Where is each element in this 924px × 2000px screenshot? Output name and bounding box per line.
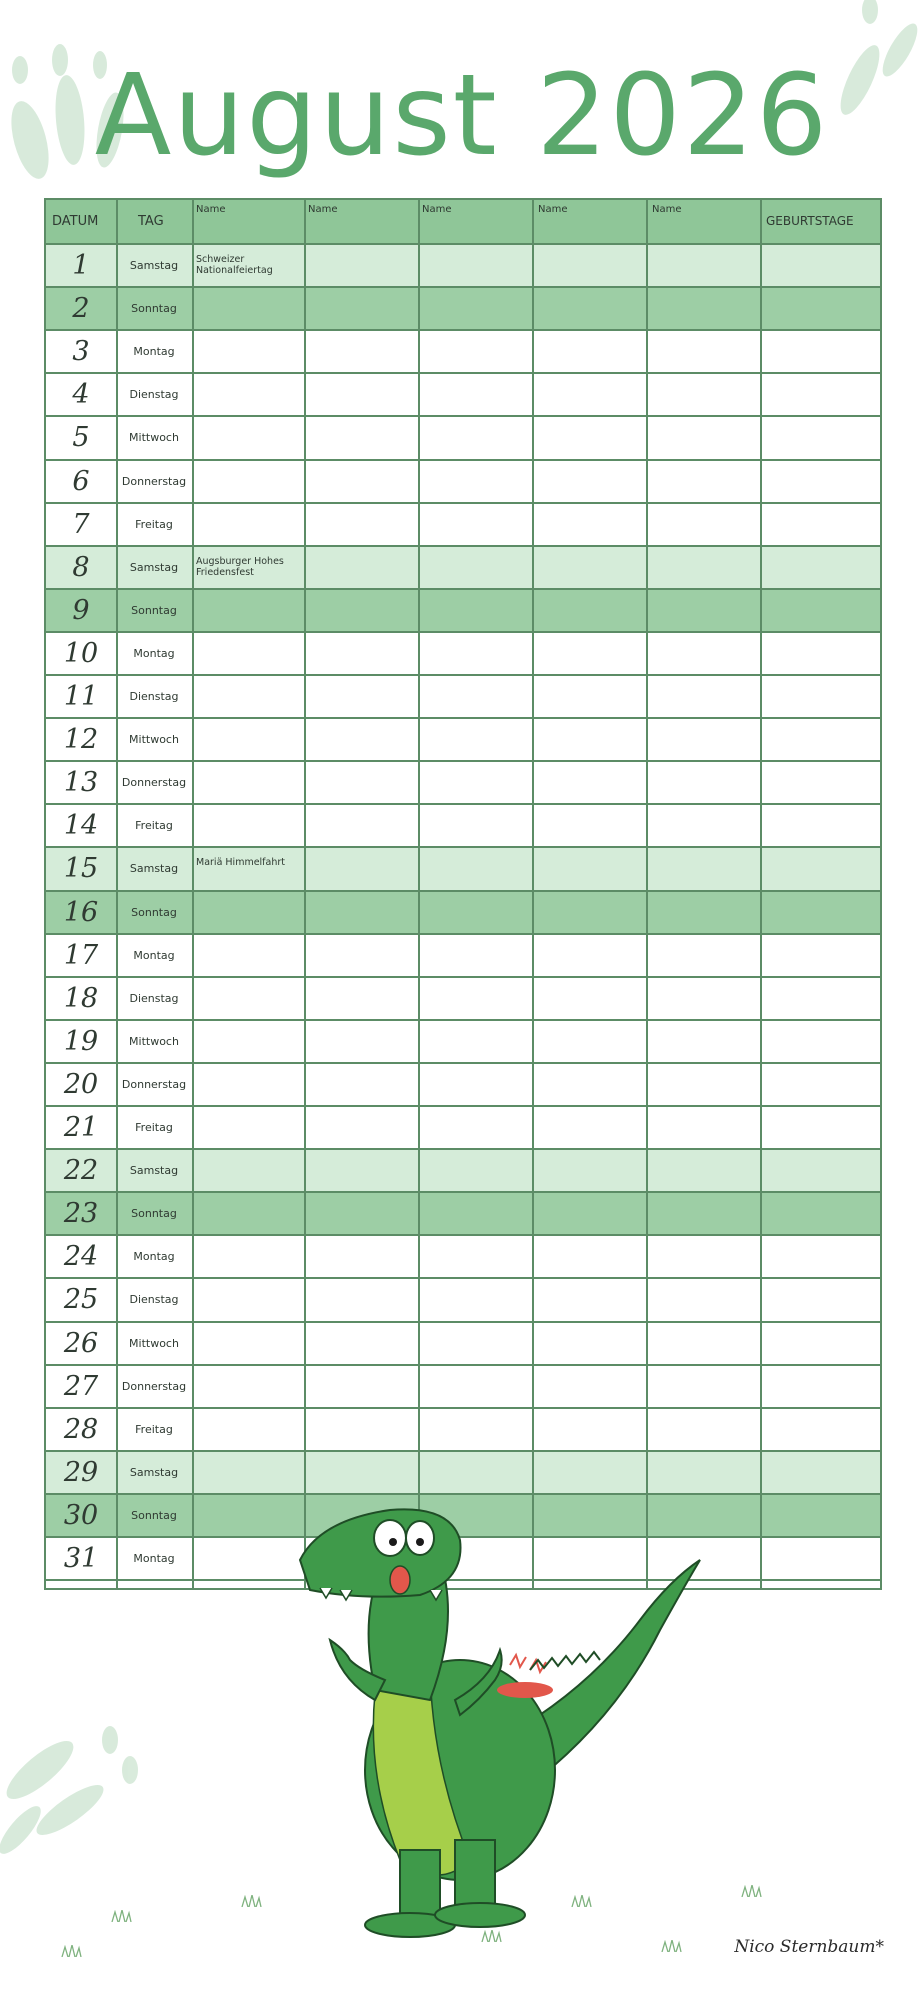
header-name-1: Name: [196, 204, 226, 215]
day-name: Montag: [133, 948, 175, 962]
grid-line: [46, 1234, 880, 1236]
day-number: 5: [72, 422, 90, 454]
grid-line: [46, 329, 880, 331]
day-number: 11: [63, 681, 99, 712]
day-number: 20: [63, 1068, 99, 1100]
grid-line: [46, 1493, 880, 1495]
grid-line: [46, 415, 880, 417]
grid-line: [46, 674, 880, 676]
day-number: 30: [63, 1499, 99, 1531]
day-name: Freitag: [135, 517, 173, 531]
day-number: 15: [63, 853, 99, 885]
day-name: Samstag: [129, 1164, 179, 1178]
day-name: Freitag: [135, 1121, 173, 1134]
grid-line: [46, 1321, 880, 1323]
grid-line: [46, 846, 880, 848]
day-number: 24: [63, 1241, 99, 1273]
day-number: 28: [63, 1413, 99, 1445]
day-number: 4: [72, 379, 90, 411]
day-name: Sonntag: [131, 1207, 177, 1221]
grass-decoration: [480, 1930, 502, 1942]
day-name: Dienstag: [129, 690, 179, 703]
grid-line: [46, 1364, 880, 1366]
day-name: Donnerstag: [121, 1379, 187, 1393]
day-number: 23: [63, 1198, 99, 1230]
day-number: 10: [63, 637, 99, 669]
day-name: Mittwoch: [129, 733, 179, 747]
day-name: Dienstag: [129, 388, 179, 402]
grass-decoration: [660, 1940, 682, 1952]
holiday-label: Mariä Himmelfahrt: [196, 857, 285, 869]
grid-line: [46, 1148, 880, 1150]
day-name: Donnerstag: [121, 776, 187, 790]
day-name: Montag: [133, 646, 175, 660]
day-name: Freitag: [135, 1422, 173, 1436]
grass-decoration: [740, 1885, 762, 1897]
grid-line: [46, 1062, 880, 1064]
day-name: Sonntag: [131, 302, 177, 316]
header-name-3: Name: [422, 204, 452, 215]
day-number: 16: [63, 896, 99, 928]
day-number: 13: [63, 767, 99, 799]
grid-line: [46, 1407, 880, 1409]
day-name: Dienstag: [129, 991, 179, 1005]
grid-line: [46, 286, 880, 288]
day-name: Montag: [133, 345, 175, 359]
day-name: Mittwoch: [129, 431, 179, 445]
day-number: 7: [72, 508, 90, 540]
day-name: Samstag: [129, 862, 179, 876]
day-name: Samstag: [129, 259, 179, 272]
header-name-5: Name: [652, 204, 682, 215]
grid-line: [46, 588, 880, 590]
grass-decoration: [110, 1910, 132, 1922]
grid-line: [46, 545, 880, 547]
page-title: August 2026: [94, 51, 830, 181]
day-name: Samstag: [129, 1465, 179, 1479]
day-name: Sonntag: [131, 1508, 177, 1522]
grid-line: [304, 200, 306, 1588]
grass-decoration: [570, 1895, 592, 1907]
header-birthdays: GEBURTSTAGE: [766, 214, 854, 228]
grid-line: [46, 1105, 880, 1107]
day-name: Donnerstag: [121, 1077, 187, 1091]
grid-line: [46, 459, 880, 461]
day-number: 21: [63, 1112, 99, 1143]
day-number: 8: [72, 551, 90, 583]
header-name-2: Name: [308, 204, 338, 215]
grid-line: [192, 200, 194, 1588]
day-number: 3: [72, 336, 90, 368]
day-number: 14: [63, 810, 99, 842]
grid-line: [46, 243, 880, 245]
day-name: Mittwoch: [129, 1336, 179, 1350]
day-number: 12: [63, 724, 99, 756]
grid-line: [46, 717, 880, 719]
grid-line: [46, 631, 880, 633]
grass-decoration: [60, 1945, 82, 1957]
grass-decoration: [240, 1895, 262, 1907]
day-name: Mittwoch: [129, 1034, 179, 1048]
calendar-grid: [44, 198, 882, 1590]
header-row: [46, 200, 880, 244]
day-number: 19: [63, 1025, 99, 1057]
grid-line: [46, 1019, 880, 1021]
day-number: 18: [63, 982, 99, 1014]
day-name: Samstag: [129, 560, 179, 574]
holiday-label: Schweizer Nationalfeiertag: [196, 254, 273, 276]
dinosaur-icon: [280, 1500, 720, 1960]
footprint-decoration-bottom-left: [0, 1680, 160, 1860]
grid-line: [46, 1277, 880, 1279]
grid-line: [46, 890, 880, 892]
day-number: 6: [72, 465, 90, 497]
grid-line: [646, 200, 648, 1588]
day-name: Freitag: [135, 819, 173, 833]
day-name: Montag: [133, 1250, 175, 1264]
grid-line: [46, 1191, 880, 1193]
day-number: 9: [72, 594, 90, 626]
grid-line: [532, 200, 534, 1588]
day-name: Sonntag: [131, 905, 177, 919]
day-name: Sonntag: [131, 603, 177, 617]
grid-line: [116, 200, 118, 1588]
day-number: 17: [63, 939, 99, 971]
day-number: 31: [63, 1543, 99, 1574]
day-number: 2: [72, 293, 90, 325]
grid-line: [46, 976, 880, 978]
grid-line: [418, 200, 420, 1588]
day-number: 1: [72, 250, 90, 281]
grid-line: [46, 372, 880, 374]
holiday-label: Augsburger Hohes Friedensfest: [196, 555, 284, 578]
day-name: Montag: [133, 1552, 175, 1565]
header-tag: TAG: [138, 214, 164, 229]
artist-signature: Nico Sternbaum*: [734, 1937, 884, 1957]
grid-line: [46, 502, 880, 504]
grid-line: [46, 933, 880, 935]
day-number: 29: [63, 1456, 99, 1488]
day-name: Dienstag: [129, 1293, 179, 1307]
day-number: 26: [63, 1327, 99, 1359]
grid-line: [46, 803, 880, 805]
header-datum: DATUM: [52, 214, 99, 229]
grid-line: [46, 760, 880, 762]
day-number: 27: [63, 1370, 99, 1402]
day-number: 22: [63, 1155, 99, 1187]
day-name: Donnerstag: [121, 474, 187, 488]
day-number: 25: [63, 1284, 99, 1316]
grid-line: [46, 1450, 880, 1452]
grid-line: [760, 200, 762, 1588]
header-name-4: Name: [538, 204, 568, 215]
